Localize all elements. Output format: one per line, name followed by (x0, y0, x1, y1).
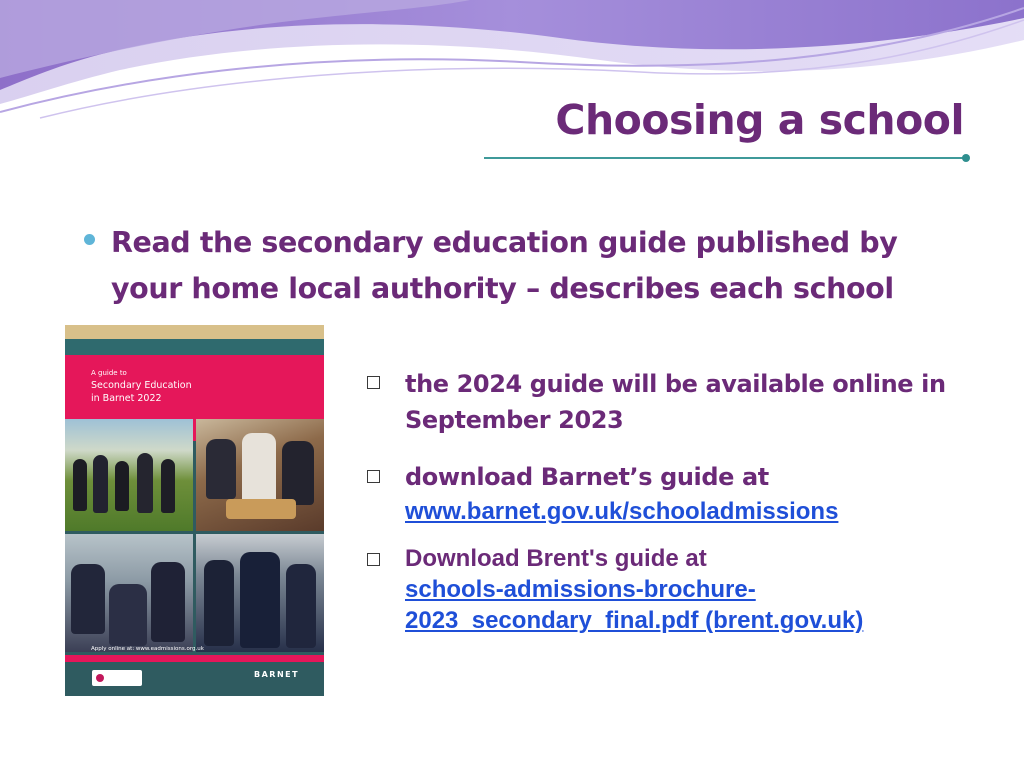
cover-pink-line (65, 655, 324, 662)
barnet-guide-link[interactable]: www.barnet.gov.uk/schooladmissions (405, 498, 839, 525)
sub-bullet-2-text: download Barnet’s guide at (405, 463, 769, 491)
barnet-logo: BARNET (254, 670, 300, 679)
brent-guide-link-line-2[interactable]: 2023_secondary_final.pdf (brent.gov.uk) (405, 607, 864, 634)
eadmissions-logo-dot-icon (96, 674, 104, 682)
cover-title-line-1: Secondary Education (91, 380, 192, 391)
main-bullet-line-2: your home local authority – describes each school (111, 272, 894, 305)
cover-small-text: A guide to (91, 369, 127, 377)
hollow-square-bullet-icon (367, 376, 380, 389)
sub-bullet-1-line-1: the 2024 guide will be available online in (405, 370, 946, 398)
cover-apply-text: Apply online at: www.eadmissions.org.uk (91, 646, 204, 652)
cover-photo-classroom-activity (196, 419, 324, 531)
hollow-square-bullet-icon (367, 553, 380, 566)
brochure-cover-image (65, 325, 324, 696)
slide-title: Choosing a school (555, 96, 964, 144)
cover-title-line-2: in Barnet 2022 (91, 393, 162, 404)
main-bullet-text (111, 220, 991, 312)
sub-bullet-3-text: Download Brent's guide at (405, 545, 707, 572)
title-underline-dot (962, 154, 970, 162)
sub-bullet-1-line-2: September 2023 (405, 406, 624, 434)
sub-bullet-1-text (405, 366, 1005, 438)
cover-title (91, 379, 192, 405)
cover-top-strip (65, 325, 324, 339)
cover-teal-band (65, 339, 324, 355)
hollow-square-bullet-icon (367, 470, 380, 483)
title-underline (484, 157, 964, 159)
cover-photo-running-students (65, 419, 193, 531)
main-bullet-line-1: Read the secondary education guide published by (111, 226, 898, 259)
cover-photo-students-hallway (196, 534, 324, 652)
filled-circle-bullet-icon (84, 234, 95, 245)
cover-photo-students-desk (65, 534, 193, 652)
brent-guide-link-line-1[interactable]: schools-admissions-brochure- (405, 576, 756, 603)
